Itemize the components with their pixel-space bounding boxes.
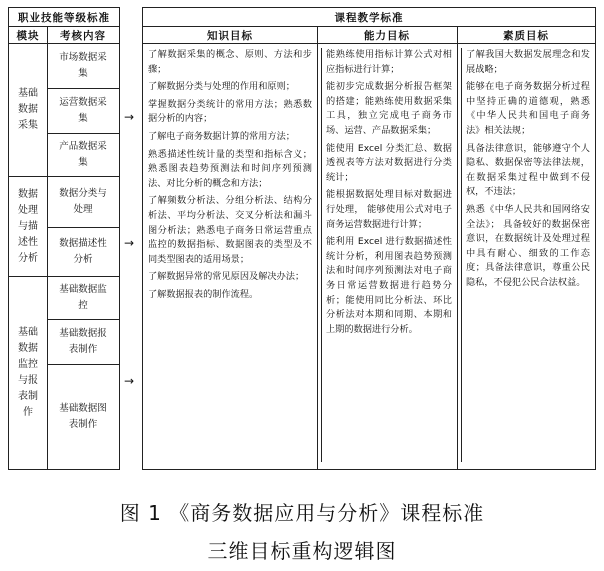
arrow-right-1: → bbox=[124, 110, 135, 124]
module-monitoring-reporting: 基础数据监控与报表制作 bbox=[18, 327, 38, 418]
item-product-data: 产品数据采集 bbox=[59, 141, 107, 168]
item-chart-making: 基础数据图表制作 bbox=[59, 403, 107, 430]
module-data-processing: 数据处理与描述性分析 bbox=[18, 188, 38, 264]
knowledge-goals bbox=[143, 46, 317, 468]
course-standard-table bbox=[142, 7, 596, 470]
column-header-knowledge: 知识目标 bbox=[207, 29, 253, 42]
ability-item: 能使用 Excel 分类汇总、数据透视表等方法对数据进行分类统计； bbox=[326, 142, 452, 183]
knowledge-item: 了解数据分类与处理的作用和原则； bbox=[148, 81, 295, 93]
quality-goals bbox=[461, 46, 595, 468]
item-operation-data: 运营数据采集 bbox=[59, 97, 107, 124]
item-report-making: 基础数据报表制作 bbox=[59, 328, 107, 355]
quality-item: 了解我国大数据发展理念和发展战略； bbox=[466, 49, 590, 75]
skill-standard-title: 职业技能等级标准 bbox=[18, 11, 110, 24]
column-header-module: 模块 bbox=[16, 29, 40, 42]
knowledge-item: 了解数据采集的概念、原则、方法和步骤； bbox=[148, 49, 312, 75]
arrow-right-3: → bbox=[124, 374, 135, 388]
knowledge-item: 了解频数分析法、分组分析法、结构分析法、平均分析法、交叉分析法和漏斗图分析法；熟悉电子商务日常运营重点监控的数据指标、数据图表的类型及不同类型图表的适用场景； bbox=[148, 195, 312, 265]
quality-item: 具备法律意识，能够遵守个人隐私、数据保密等法律法规，在数据采集过程中做到不侵权，不违法； bbox=[466, 142, 590, 198]
figure-caption-line1: 图 1 《商务数据应用与分析》课程标准 bbox=[119, 501, 485, 525]
ability-item: 能熟练使用指标计算公式对相应指标进行计算； bbox=[326, 49, 452, 75]
knowledge-item: 了解电子商务数据计算的常用方法； bbox=[148, 130, 295, 142]
ability-item: 能根据数据处理目标对数据进行处理， 能够使用公式对电子商务运营数据进行计算； bbox=[326, 189, 452, 230]
item-data-classification: 数据分类与处理 bbox=[59, 188, 107, 215]
column-header-content: 考核内容 bbox=[60, 29, 106, 42]
quality-item: 熟悉《中华人民共和国网络安全法》； 具备较好的数据保密意识，在数据统计及处理过程中具有耐心、细致的工作态度；具备法律意识，尊重公民隐私，不侵犯公民合法权益。 bbox=[466, 203, 590, 288]
ability-item: 能利用 Excel 进行数据描述性统计分析，利用图表趋势预测法和时间序列预测法对电子商务日常运营数据进行趋势分析；能使用同比分析法、环比分析法对本期和同期、本期和上期的数据进行分析。 bbox=[326, 236, 452, 335]
item-data-monitoring: 基础数据监控 bbox=[59, 284, 107, 311]
quality-item: 能够在电子商务数据分析过程中坚持正确的道德观，熟悉《中华人民共和国电子商务法》相关法规； bbox=[466, 81, 590, 136]
course-standard-title: 课程教学标准 bbox=[334, 11, 404, 24]
knowledge-item: 熟悉描述性统计量的类型和指标含义；熟悉图表趋势预测法和时间序列预测法、对比分析的概念和方法； bbox=[148, 148, 312, 189]
figure-caption-line2: 三维目标重构逻辑图 bbox=[207, 539, 397, 563]
knowledge-item: 了解数据异常的常见原因及解决办法； bbox=[148, 271, 305, 283]
skill-standard-table bbox=[8, 7, 120, 470]
column-header-quality: 素质目标 bbox=[503, 29, 549, 42]
module-data-collection: 基础数据采集 bbox=[18, 88, 38, 131]
arrow-right-2: → bbox=[124, 236, 135, 250]
item-descriptive-analysis: 数据描述性分析 bbox=[59, 238, 107, 265]
column-header-ability: 能力目标 bbox=[364, 29, 410, 42]
knowledge-item: 了解数据报表的制作流程。 bbox=[148, 288, 259, 300]
ability-goals bbox=[321, 46, 457, 468]
ability-item: 能初步完成数据分析报告框架的搭建；能熟练使用数据采集工具，独立完成电子商务市场、运营、产品数据采集； bbox=[326, 81, 452, 136]
item-market-data: 市场数据采集 bbox=[59, 52, 107, 79]
knowledge-item: 掌握数据分类统计的常用方法；熟悉数据分析的内容； bbox=[148, 98, 312, 125]
